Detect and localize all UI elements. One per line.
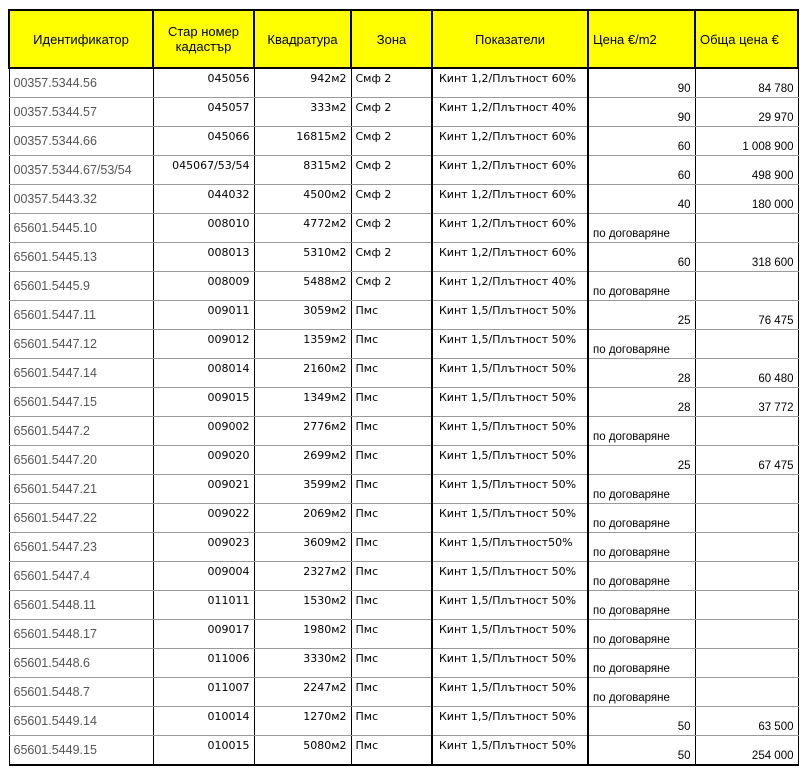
cell-zone: Пмс [351, 707, 432, 736]
cell-price-per-m2: 25 [588, 301, 695, 330]
cell-old-cadastre: 009004 [153, 562, 254, 591]
cell-area: 3059м2 [254, 301, 351, 330]
header-indicators: Показатели [432, 10, 588, 68]
cell-indicators: Кинт 1,5/Плътност 50% [432, 330, 588, 359]
table-row [9, 736, 798, 766]
cell-old-cadastre: 009002 [153, 417, 254, 446]
cell-identifier: 00357.5344.57 [9, 98, 153, 127]
table-row [9, 272, 798, 301]
cell-total-price: 498 900 [695, 156, 798, 185]
cell-area: 1349м2 [254, 388, 351, 417]
cell-total-price [695, 417, 798, 446]
cell-old-cadastre: 009022 [153, 504, 254, 533]
header-old-cadastre: Стар номер кадастър [153, 10, 254, 68]
cell-identifier: 00357.5344.66 [9, 127, 153, 156]
cell-indicators: Кинт 1,5/Плътност 50% [432, 591, 588, 620]
cell-indicators: Кинт 1,5/Плътност 50% [432, 504, 588, 533]
cell-indicators: Кинт 1,5/Плътност 50% [432, 736, 588, 766]
cell-zone: Смф 2 [351, 272, 432, 301]
cell-zone: Пмс [351, 591, 432, 620]
cell-area: 2160м2 [254, 359, 351, 388]
cell-price-per-m2: 90 [588, 98, 695, 127]
cell-area: 5080м2 [254, 736, 351, 766]
cell-zone: Пмс [351, 446, 432, 475]
price-table-container [8, 9, 799, 766]
cell-old-cadastre: 009023 [153, 533, 254, 562]
table-row [9, 562, 798, 591]
cell-identifier: 65601.5449.14 [9, 707, 153, 736]
price-table [8, 9, 799, 766]
table-row [9, 98, 798, 127]
cell-total-price: 60 480 [695, 359, 798, 388]
cell-zone: Смф 2 [351, 185, 432, 214]
cell-area: 942м2 [254, 68, 351, 98]
table-row [9, 417, 798, 446]
table-row [9, 68, 798, 98]
cell-zone: Смф 2 [351, 127, 432, 156]
cell-old-cadastre: 009021 [153, 475, 254, 504]
cell-indicators: Кинт 1,5/Плътност 50% [432, 649, 588, 678]
cell-total-price [695, 649, 798, 678]
cell-total-price [695, 562, 798, 591]
header-row [9, 10, 798, 68]
cell-old-cadastre: 044032 [153, 185, 254, 214]
cell-area: 1980м2 [254, 620, 351, 649]
cell-price-per-m2: 60 [588, 243, 695, 272]
cell-zone: Смф 2 [351, 214, 432, 243]
table-row [9, 533, 798, 562]
cell-old-cadastre: 009012 [153, 330, 254, 359]
table-row [9, 156, 798, 185]
table-row [9, 620, 798, 649]
table-row [9, 446, 798, 475]
cell-price-per-m2: по договаряне [588, 591, 695, 620]
cell-identifier: 00357.5344.67/53/54 [9, 156, 153, 185]
cell-zone: Пмс [351, 736, 432, 766]
header-price-per-m2: Цена €/m2 [588, 10, 695, 68]
cell-price-per-m2: по договаряне [588, 533, 695, 562]
cell-old-cadastre: 009015 [153, 388, 254, 417]
cell-zone: Пмс [351, 388, 432, 417]
cell-total-price [695, 678, 798, 707]
cell-indicators: Кинт 1,2/Плътност 60% [432, 127, 588, 156]
table-row [9, 388, 798, 417]
cell-total-price: 318 600 [695, 243, 798, 272]
cell-total-price [695, 475, 798, 504]
cell-area: 1359м2 [254, 330, 351, 359]
cell-zone: Пмс [351, 504, 432, 533]
table-body [9, 68, 798, 765]
cell-price-per-m2: 28 [588, 359, 695, 388]
cell-zone: Пмс [351, 620, 432, 649]
table-row [9, 301, 798, 330]
cell-price-per-m2: 90 [588, 68, 695, 98]
cell-indicators: Кинт 1,5/Плътност 50% [432, 707, 588, 736]
cell-zone: Пмс [351, 533, 432, 562]
cell-indicators: Кинт 1,5/Плътност 50% [432, 301, 588, 330]
cell-old-cadastre: 045057 [153, 98, 254, 127]
cell-price-per-m2: по договаряне [588, 678, 695, 707]
cell-zone: Смф 2 [351, 156, 432, 185]
cell-indicators: Кинт 1,5/Плътност 50% [432, 417, 588, 446]
cell-identifier: 65601.5447.12 [9, 330, 153, 359]
cell-price-per-m2: 40 [588, 185, 695, 214]
cell-identifier: 00357.5344.56 [9, 68, 153, 98]
cell-indicators: Кинт 1,5/Плътност 50% [432, 562, 588, 591]
table-row [9, 475, 798, 504]
cell-zone: Смф 2 [351, 98, 432, 127]
cell-old-cadastre: 045067/53/54 [153, 156, 254, 185]
header-id: Идентификатор [9, 10, 153, 68]
header-zone: Зона [351, 10, 432, 68]
cell-identifier: 65601.5447.21 [9, 475, 153, 504]
cell-zone: Смф 2 [351, 243, 432, 272]
cell-total-price: 1 008 900 [695, 127, 798, 156]
cell-area: 2699м2 [254, 446, 351, 475]
cell-price-per-m2: по договаряне [588, 214, 695, 243]
cell-old-cadastre: 011011 [153, 591, 254, 620]
cell-total-price [695, 330, 798, 359]
cell-price-per-m2: 60 [588, 127, 695, 156]
cell-total-price [695, 214, 798, 243]
cell-indicators: Кинт 1,5/Плътност 50% [432, 446, 588, 475]
table-row [9, 127, 798, 156]
cell-price-per-m2: по договаряне [588, 475, 695, 504]
cell-area: 5310м2 [254, 243, 351, 272]
cell-identifier: 65601.5447.2 [9, 417, 153, 446]
cell-identifier: 00357.5443.32 [9, 185, 153, 214]
table-row [9, 678, 798, 707]
table-row [9, 214, 798, 243]
cell-identifier: 65601.5445.10 [9, 214, 153, 243]
cell-old-cadastre: 009020 [153, 446, 254, 475]
cell-indicators: Кинт 1,5/Плътност50% [432, 533, 588, 562]
cell-identifier: 65601.5445.13 [9, 243, 153, 272]
cell-identifier: 65601.5448.11 [9, 591, 153, 620]
cell-identifier: 65601.5447.20 [9, 446, 153, 475]
cell-price-per-m2: по договаряне [588, 562, 695, 591]
cell-old-cadastre: 010014 [153, 707, 254, 736]
cell-indicators: Кинт 1,2/Плътност 60% [432, 156, 588, 185]
cell-zone: Пмс [351, 330, 432, 359]
cell-old-cadastre: 010015 [153, 736, 254, 766]
cell-total-price [695, 272, 798, 301]
table-row [9, 591, 798, 620]
cell-indicators: Кинт 1,2/Плътност 40% [432, 98, 588, 127]
table-row [9, 243, 798, 272]
cell-zone: Пмс [351, 359, 432, 388]
cell-identifier: 65601.5449.15 [9, 736, 153, 766]
cell-area: 3330м2 [254, 649, 351, 678]
cell-price-per-m2: 25 [588, 446, 695, 475]
cell-price-per-m2: 60 [588, 156, 695, 185]
cell-old-cadastre: 009011 [153, 301, 254, 330]
cell-area: 16815м2 [254, 127, 351, 156]
cell-indicators: Кинт 1,5/Плътност 50% [432, 620, 588, 649]
cell-indicators: Кинт 1,5/Плътност 50% [432, 388, 588, 417]
cell-zone: Пмс [351, 649, 432, 678]
header-total-price: Обща цена € [695, 10, 798, 68]
cell-identifier: 65601.5447.23 [9, 533, 153, 562]
cell-total-price [695, 533, 798, 562]
cell-total-price [695, 504, 798, 533]
cell-price-per-m2: по договаряне [588, 330, 695, 359]
cell-old-cadastre: 008014 [153, 359, 254, 388]
cell-old-cadastre: 008010 [153, 214, 254, 243]
cell-zone: Смф 2 [351, 68, 432, 98]
cell-area: 3609м2 [254, 533, 351, 562]
cell-price-per-m2: по договаряне [588, 504, 695, 533]
table-row [9, 707, 798, 736]
cell-price-per-m2: 50 [588, 707, 695, 736]
cell-old-cadastre: 011006 [153, 649, 254, 678]
cell-price-per-m2: по договаряне [588, 620, 695, 649]
cell-area: 333м2 [254, 98, 351, 127]
cell-old-cadastre: 009017 [153, 620, 254, 649]
cell-identifier: 65601.5447.15 [9, 388, 153, 417]
cell-zone: Пмс [351, 475, 432, 504]
cell-total-price [695, 591, 798, 620]
cell-old-cadastre: 045056 [153, 68, 254, 98]
cell-indicators: Кинт 1,5/Плътност 50% [432, 359, 588, 388]
cell-total-price [695, 620, 798, 649]
cell-total-price: 37 772 [695, 388, 798, 417]
cell-area: 4772м2 [254, 214, 351, 243]
cell-area: 8315м2 [254, 156, 351, 185]
cell-indicators: Кинт 1,5/Плътност 50% [432, 475, 588, 504]
table-row [9, 330, 798, 359]
cell-identifier: 65601.5447.14 [9, 359, 153, 388]
cell-indicators: Кинт 1,2/Плътност 60% [432, 214, 588, 243]
cell-area: 3599м2 [254, 475, 351, 504]
cell-identifier: 65601.5447.22 [9, 504, 153, 533]
table-row [9, 504, 798, 533]
cell-identifier: 65601.5448.7 [9, 678, 153, 707]
cell-indicators: Кинт 1,2/Плътност 60% [432, 185, 588, 214]
header-area: Квадратура [254, 10, 351, 68]
cell-price-per-m2: по договаряне [588, 417, 695, 446]
cell-indicators: Кинт 1,2/Плътност 40% [432, 272, 588, 301]
cell-old-cadastre: 045066 [153, 127, 254, 156]
cell-price-per-m2: по договаряне [588, 272, 695, 301]
cell-identifier: 65601.5447.4 [9, 562, 153, 591]
cell-identifier: 65601.5448.6 [9, 649, 153, 678]
cell-total-price: 254 000 [695, 736, 798, 766]
cell-area: 1270м2 [254, 707, 351, 736]
cell-area: 2069м2 [254, 504, 351, 533]
cell-total-price: 29 970 [695, 98, 798, 127]
cell-indicators: Кинт 1,5/Плътност 50% [432, 678, 588, 707]
cell-identifier: 65601.5445.9 [9, 272, 153, 301]
cell-area: 2327м2 [254, 562, 351, 591]
table-row [9, 185, 798, 214]
cell-zone: Пмс [351, 562, 432, 591]
cell-total-price: 63 500 [695, 707, 798, 736]
cell-area: 2776м2 [254, 417, 351, 446]
cell-price-per-m2: 28 [588, 388, 695, 417]
cell-identifier: 65601.5448.17 [9, 620, 153, 649]
cell-total-price: 76 475 [695, 301, 798, 330]
cell-price-per-m2: по договаряне [588, 649, 695, 678]
cell-old-cadastre: 008009 [153, 272, 254, 301]
cell-area: 4500м2 [254, 185, 351, 214]
cell-zone: Пмс [351, 678, 432, 707]
cell-total-price: 84 780 [695, 68, 798, 98]
cell-area: 1530м2 [254, 591, 351, 620]
cell-area: 2247м2 [254, 678, 351, 707]
cell-zone: Пмс [351, 417, 432, 446]
cell-area: 5488м2 [254, 272, 351, 301]
cell-total-price: 180 000 [695, 185, 798, 214]
cell-identifier: 65601.5447.11 [9, 301, 153, 330]
cell-zone: Пмс [351, 301, 432, 330]
cell-old-cadastre: 008013 [153, 243, 254, 272]
cell-indicators: Кинт 1,2/Плътност 60% [432, 243, 588, 272]
cell-total-price: 67 475 [695, 446, 798, 475]
cell-indicators: Кинт 1,2/Плътност 60% [432, 68, 588, 98]
cell-old-cadastre: 011007 [153, 678, 254, 707]
table-row [9, 359, 798, 388]
table-row [9, 649, 798, 678]
cell-price-per-m2: 50 [588, 736, 695, 766]
